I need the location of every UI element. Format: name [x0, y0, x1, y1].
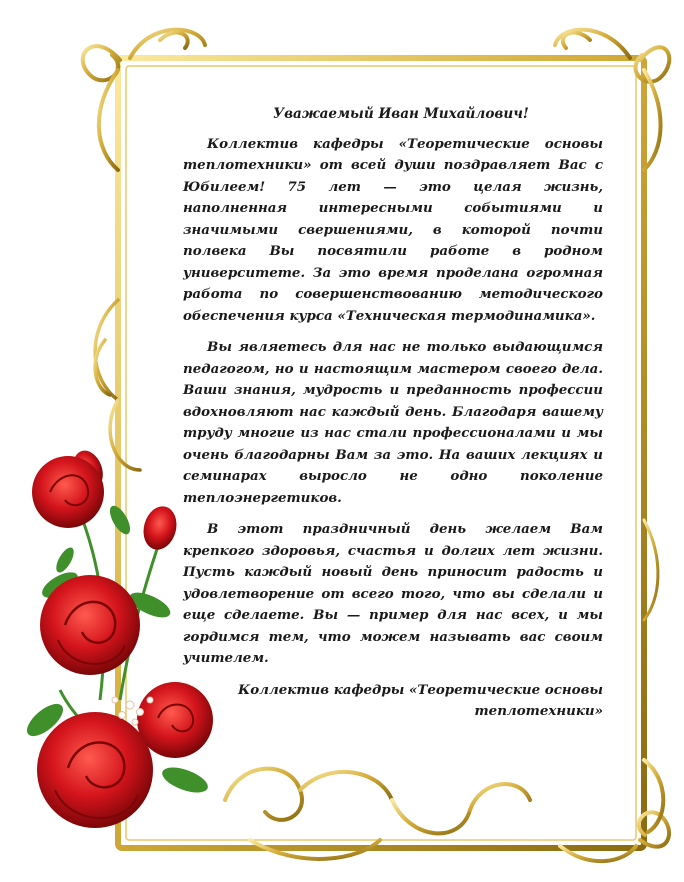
letter-paragraph-3: В этот праздничный день желаем Вам крепкого здоровья, счастья и долгих лет жизни. Пусть каждый новый день приносит радость и удовлетворение от всего того, что вы сделали и еще сделаете. Вы — пример для нас всех, и мы гордимся тем, что можем называть вас своим учителем. — [183, 521, 603, 666]
letter-paragraph-2: Вы являетесь для нас не только выдающимся педагогом, но и настоящим мастером своего дела. Ваши знания, мудрость и преданность профессии вдохновляют нас каждый день. Благодаря вашему труду многие из нас стали профессионалами и мы очень благодарны Вам за это. На ваших лекциях и семинарах выросло не одно поколение теплоэнергетиков. — [183, 339, 603, 506]
signature-line-1: Коллектив кафедры «Теоретические основы — [238, 681, 603, 698]
signature — [183, 680, 603, 723]
rose-flower — [37, 712, 153, 828]
letter-body — [183, 104, 603, 723]
rose-flower — [32, 456, 104, 528]
greeting-title: Уважаемый Иван Михайлович! — [273, 106, 529, 122]
signature-line-2: теплотехники» — [474, 703, 603, 719]
letter-paragraph-1: Коллектив кафедры «Теоретические основы теплотехники» от всей души поздравляет Вас с Юбилеем! 75 лет — это целая жизнь, наполненная интересными событиями и значимыми свершениями, в которой почти полвека Вы посвятили работе в родном университете. За это время проделана огромная работа по совершенствованию методического обеспечения курса «Техническая термодинамика». — [183, 135, 603, 324]
rose-flower — [40, 575, 140, 675]
